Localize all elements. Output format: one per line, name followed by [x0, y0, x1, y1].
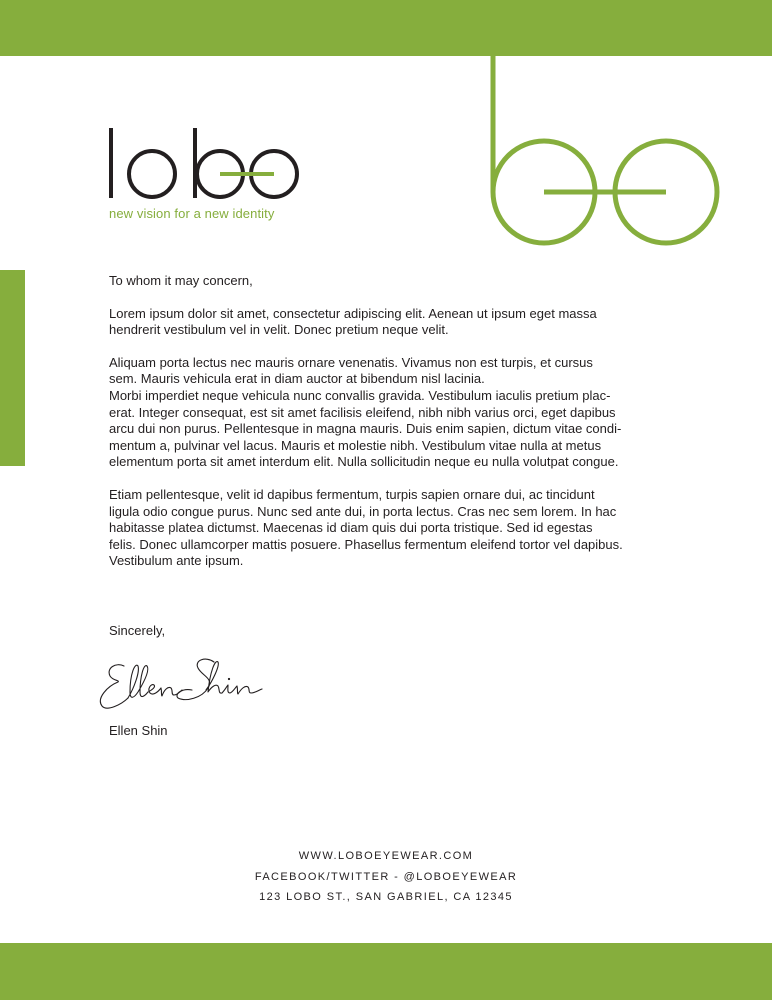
text-line: Vestibulum ante ipsum. — [109, 553, 244, 569]
side-color-tab — [0, 270, 25, 466]
text-line: Morbi imperdiet neque vehicula nunc convallis gravida. Vestibulum iaculis pretium plac- — [109, 387, 611, 403]
text-line: Lorem ipsum dolor sit amet, consectetur adipiscing elit. Aenean ut ipsum eget massa — [109, 305, 597, 321]
text-line: arcu dui non purus. Pellentesque in magna mauris. Duis enim sapien, dictum vitae condi- — [109, 421, 622, 437]
text-line: sem. Mauris vehicula erat in diam auctor at bibendum nisl lacinia. — [109, 371, 485, 387]
handwritten-signature — [94, 652, 264, 714]
footer-social: FACEBOOK/TWITTER - @LOBOEYEWEAR — [254, 870, 518, 883]
letter-paragraph — [109, 487, 669, 570]
text-line: mentum a, pulvinar vel lacus. Mauris et molestie nibh. Vestibulum vitae nulla at metus — [109, 437, 602, 453]
text-line: habitasse platea dictumst. Maecenas id diam quis dui porta tristique. Sed id egestas — [109, 520, 593, 536]
footer-address: 123 LOBO ST., SAN GABRIEL, CA 12345 — [259, 891, 513, 903]
text-line: erat. Integer consequat, est sit amet facilisis eleifend, nibh nibh varius orci, eget dapibus — [109, 404, 616, 420]
text-line: Aliquam porta lectus nec mauris ornare venenatis. Vivamus non est turpis, et cursus — [109, 354, 593, 370]
letter-paragraph — [109, 306, 669, 339]
footer-contact — [186, 846, 586, 908]
text-line: elementum porta sit amet interdum elit. Nulla sollicitudin neque eu nulla volutpat congue. — [109, 454, 619, 470]
brand-tagline: new vision for a new identity — [109, 206, 275, 221]
letter-greeting: To whom it may concern, — [109, 273, 253, 288]
lobo-logo — [107, 118, 307, 202]
bottom-color-band — [0, 943, 772, 1000]
text-line: felis. Donec ullamcorper mattis posuere. Phasellus fermentum eleifend tortor vel dapibus. — [109, 536, 623, 552]
text-line: hendrerit vestibulum vel in velit. Donec pretium neque velit. — [109, 322, 449, 338]
top-color-band — [0, 0, 772, 56]
glasses-mark-icon — [486, 56, 726, 248]
text-line: Etiam pellentesque, velit id dapibus fermentum, turpis sapien ornare dui, ac tincidunt — [109, 486, 595, 502]
letter-paragraph — [109, 355, 669, 471]
signer-name: Ellen Shin — [109, 723, 168, 738]
text-line: ligula odio congue purus. Nunc sed ante dui, in porta lectus. Cras nec sem lorem. In hac — [109, 503, 617, 519]
footer-website: WWW.LOBOEYEWEAR.COM — [298, 850, 474, 862]
letter-closing: Sincerely, — [109, 623, 166, 638]
letter-body — [109, 273, 669, 586]
